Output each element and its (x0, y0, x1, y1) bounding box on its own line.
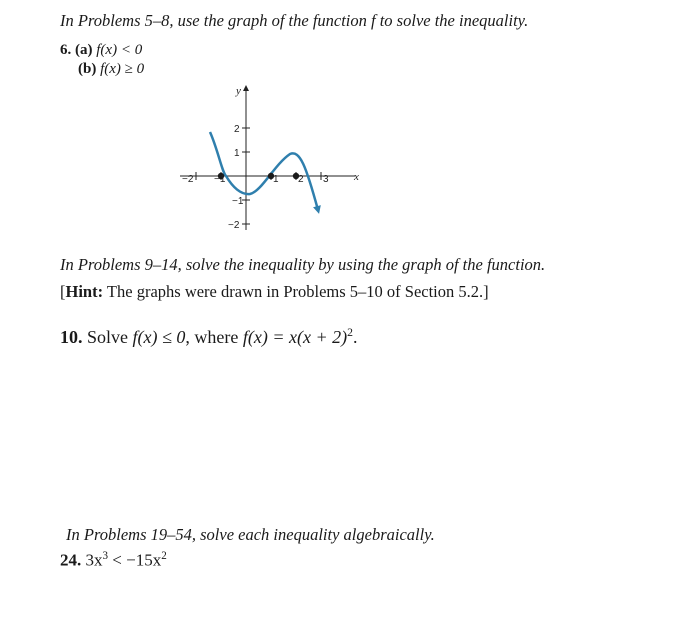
problem-10-function: f(x) = x(x + 2) (242, 327, 348, 347)
part-b-inequality: f(x) ≥ 0 (100, 61, 145, 77)
problem-10-where: , where (185, 327, 243, 347)
problem-10-end: . (352, 327, 358, 347)
problem-6-part-a (60, 42, 142, 59)
intro-problems-19-54: In Problems 19–54, solve each inequality algebraically. (66, 525, 435, 544)
intro-problems-9-14: In Problems 9–14, solve the inequality by using the graph of the function. (60, 255, 546, 274)
problem-24-op: < −15x (108, 550, 162, 570)
part-b-label: (b) (78, 61, 97, 77)
x-tick-label: 3 (323, 174, 329, 185)
hint-label: Hint: (65, 282, 104, 301)
hint-text: The graphs were drawn in Problems 5–10 of Section 5.2. (106, 282, 484, 301)
x-tick-label: −2 (182, 174, 194, 185)
function-curve (210, 132, 318, 210)
problem-24-number: 24. (60, 550, 82, 570)
problem-10-number: 10. (60, 327, 83, 347)
y-axis-label: y (236, 85, 241, 97)
part-a-label: (a) (75, 42, 93, 58)
function-graph (170, 80, 380, 240)
y-tick-label: −1 (232, 196, 244, 207)
problem-10 (60, 326, 357, 348)
y-tick-label: 1 (234, 148, 240, 159)
part-a-inequality: f(x) < 0 (96, 42, 143, 58)
problem-24-lhs: 3x (85, 550, 103, 570)
x-axis-label: x (354, 171, 359, 183)
problem-6-part-b (78, 61, 144, 78)
x-tick-label: 1 (273, 174, 279, 185)
intro-problems-5-8: In Problems 5–8, use the graph of the function f to solve the inequality. (60, 11, 529, 30)
problem-10-solve: Solve (87, 327, 133, 347)
problem-10-exponent: 2 (347, 326, 353, 339)
problem-24-lhs-exp: 3 (102, 550, 109, 562)
x-tick-label: −1 (214, 174, 226, 185)
x-tick-label: 2 (298, 174, 304, 185)
hint-line: [Hint: The graphs were drawn in Problems 5–10 of Section 5.2.] (60, 282, 489, 301)
problem-24-rhs-exp: 2 (161, 550, 167, 562)
problem-10-inequality: f(x) ≤ 0 (132, 327, 186, 347)
y-tick-label: 2 (234, 124, 240, 135)
problem-24 (60, 550, 167, 571)
problem-6-number: 6. (60, 42, 72, 58)
y-tick-label: −2 (228, 220, 240, 231)
